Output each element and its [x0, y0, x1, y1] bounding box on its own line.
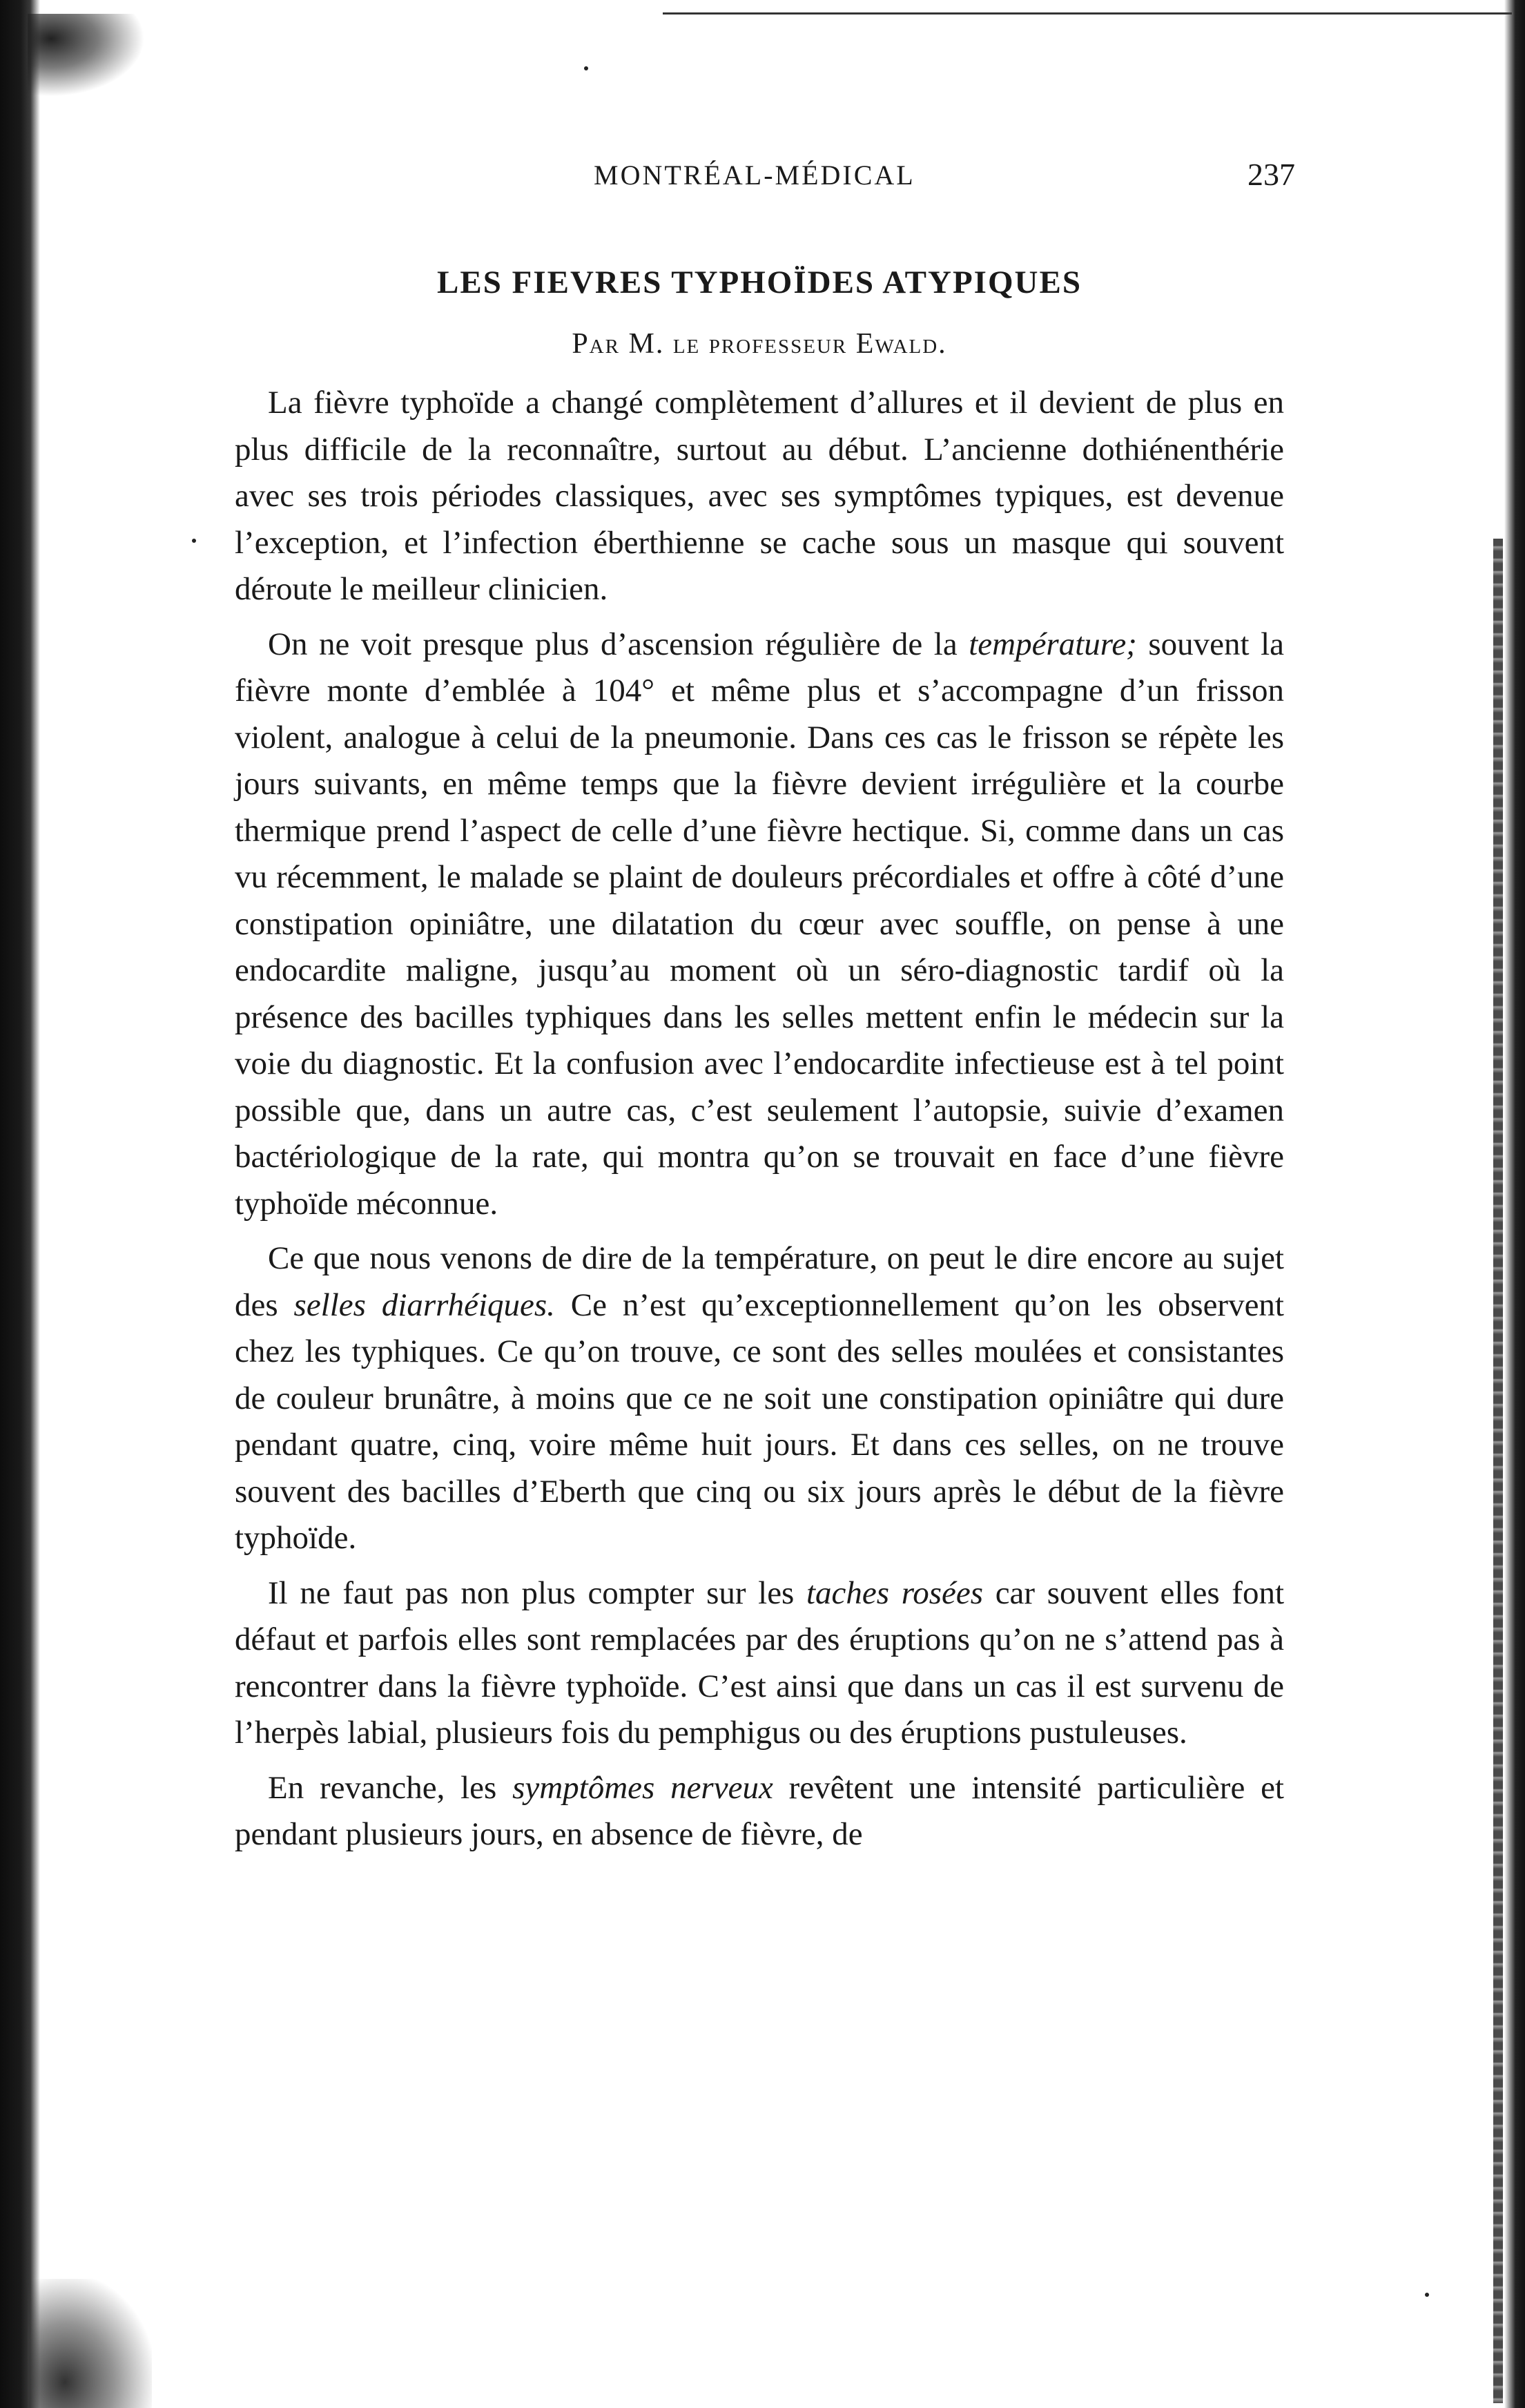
paragraph — [235, 622, 1284, 1228]
page — [235, 157, 1295, 1867]
italic-term: température; — [969, 626, 1137, 662]
scan-right-strip — [1493, 539, 1503, 2403]
article-byline: Par M. le professeur Ewald. — [572, 328, 947, 360]
paragraph-text: Ce que nous venons de dire de la température, on peut le dire encore au sujet des — [235, 1240, 1284, 1323]
italic-term: symptômes nerveux — [512, 1769, 773, 1806]
paragraph-text: En revanche, les — [268, 1769, 513, 1806]
paragraph-text: On ne voit presque plus d’ascension régulière de la — [268, 626, 969, 662]
journal-title: MONTRÉAL-MÉDICAL — [594, 160, 915, 191]
italic-term: taches rosées — [806, 1574, 984, 1611]
speck — [192, 539, 196, 543]
page-number: 237 — [1247, 157, 1295, 192]
paragraph-text: Il ne faut pas non plus compter sur les — [268, 1574, 806, 1611]
scan-right-edge — [1504, 0, 1525, 2408]
paragraph — [235, 1570, 1284, 1757]
paragraph — [235, 380, 1284, 613]
scan-top-line — [663, 12, 1512, 15]
speck — [1425, 2293, 1429, 2297]
scan-left-edge — [0, 0, 40, 2408]
paragraph — [235, 1235, 1284, 1562]
speck — [584, 66, 588, 70]
running-head — [235, 157, 1295, 200]
scan-left-edge-stain-bottom — [28, 2279, 152, 2408]
article-body — [235, 380, 1284, 1858]
paragraph-text: Ce n’est qu’exceptionnellement qu’on les observent chez les typhiques. Ce qu’on trouve, ce sont des selles moulées et consistantes de couleur brunâtre, à moins que ce ne soit une constipation opiniâtre qui dure pendant quatre, cinq, voire même huit jours. Et dans ces selles, on ne trouve souvent des bacilles d’Eberth que cinq ou six jours après le début de la fièvre typhoïde. — [235, 1287, 1284, 1556]
paragraph-text: La fièvre typhoïde a changé complètement d’allures et il devient de plus en plus difficile de la reconnaître, surtout au début. L’ancienne dothiénenthérie avec ses trois périodes classiques, avec ses symptômes typiques, est devenue l’exception, et l’infection éberthienne se cache sous un masque qui souvent déroute le meilleur clinicien. — [235, 385, 1284, 607]
italic-term: selles diarrhéiques. — [293, 1287, 555, 1323]
paragraph-text: car souvent elles font défaut et parfois elles sont remplacées par des éruptions qu’on ne s’attend pas à rencontrer dans la fièvre typhoïde. C’est ainsi que dans un cas il est survenu de l’herpès labial, plusieurs fois du pemphigus ou des éruptions pustuleuses. — [235, 1574, 1285, 1751]
paragraph-text: revêtent une intensité particulière et pendant plusieurs jours, en absence de fièvre, de — [235, 1769, 1284, 1852]
paragraph-text: souvent la fièvre monte d’emblée à 104° et même plus et s’accompagne d’un frisson violent, analogue à celui de la pneumonie. Dans ces cas le frisson se répète les jours suivants, en même temps que la fièvre devient irrégulière et la courbe thermique prend l’aspect de celle d’une fièvre hectique. Si, comme dans un cas vu récemment, le malade se plaint de douleurs précordiales et offre à côté d’une constipation opiniâtre, une dilatation du cœur avec souffle, on pense à une endocardite maligne, jusqu’au moment où un séro-diagnostic tardif où la présence des bacilles typhiques dans les selles mettent enfin le médecin sur la voie du diagnostic. Et la confusion avec l’endocardite infectieuse est à tel point possible que, dans un autre cas, c’est seulement l’autopsie, suivie d’examen bactériologique de la rate, qui montra qu’on se trouvait en face d’une fièvre typhoïde méconnue. — [235, 626, 1284, 1222]
scan-left-edge-stain-top — [28, 14, 145, 97]
paragraph — [235, 1765, 1284, 1858]
article-title: LES FIEVRES TYPHOÏDES ATYPIQUES — [437, 264, 1082, 300]
